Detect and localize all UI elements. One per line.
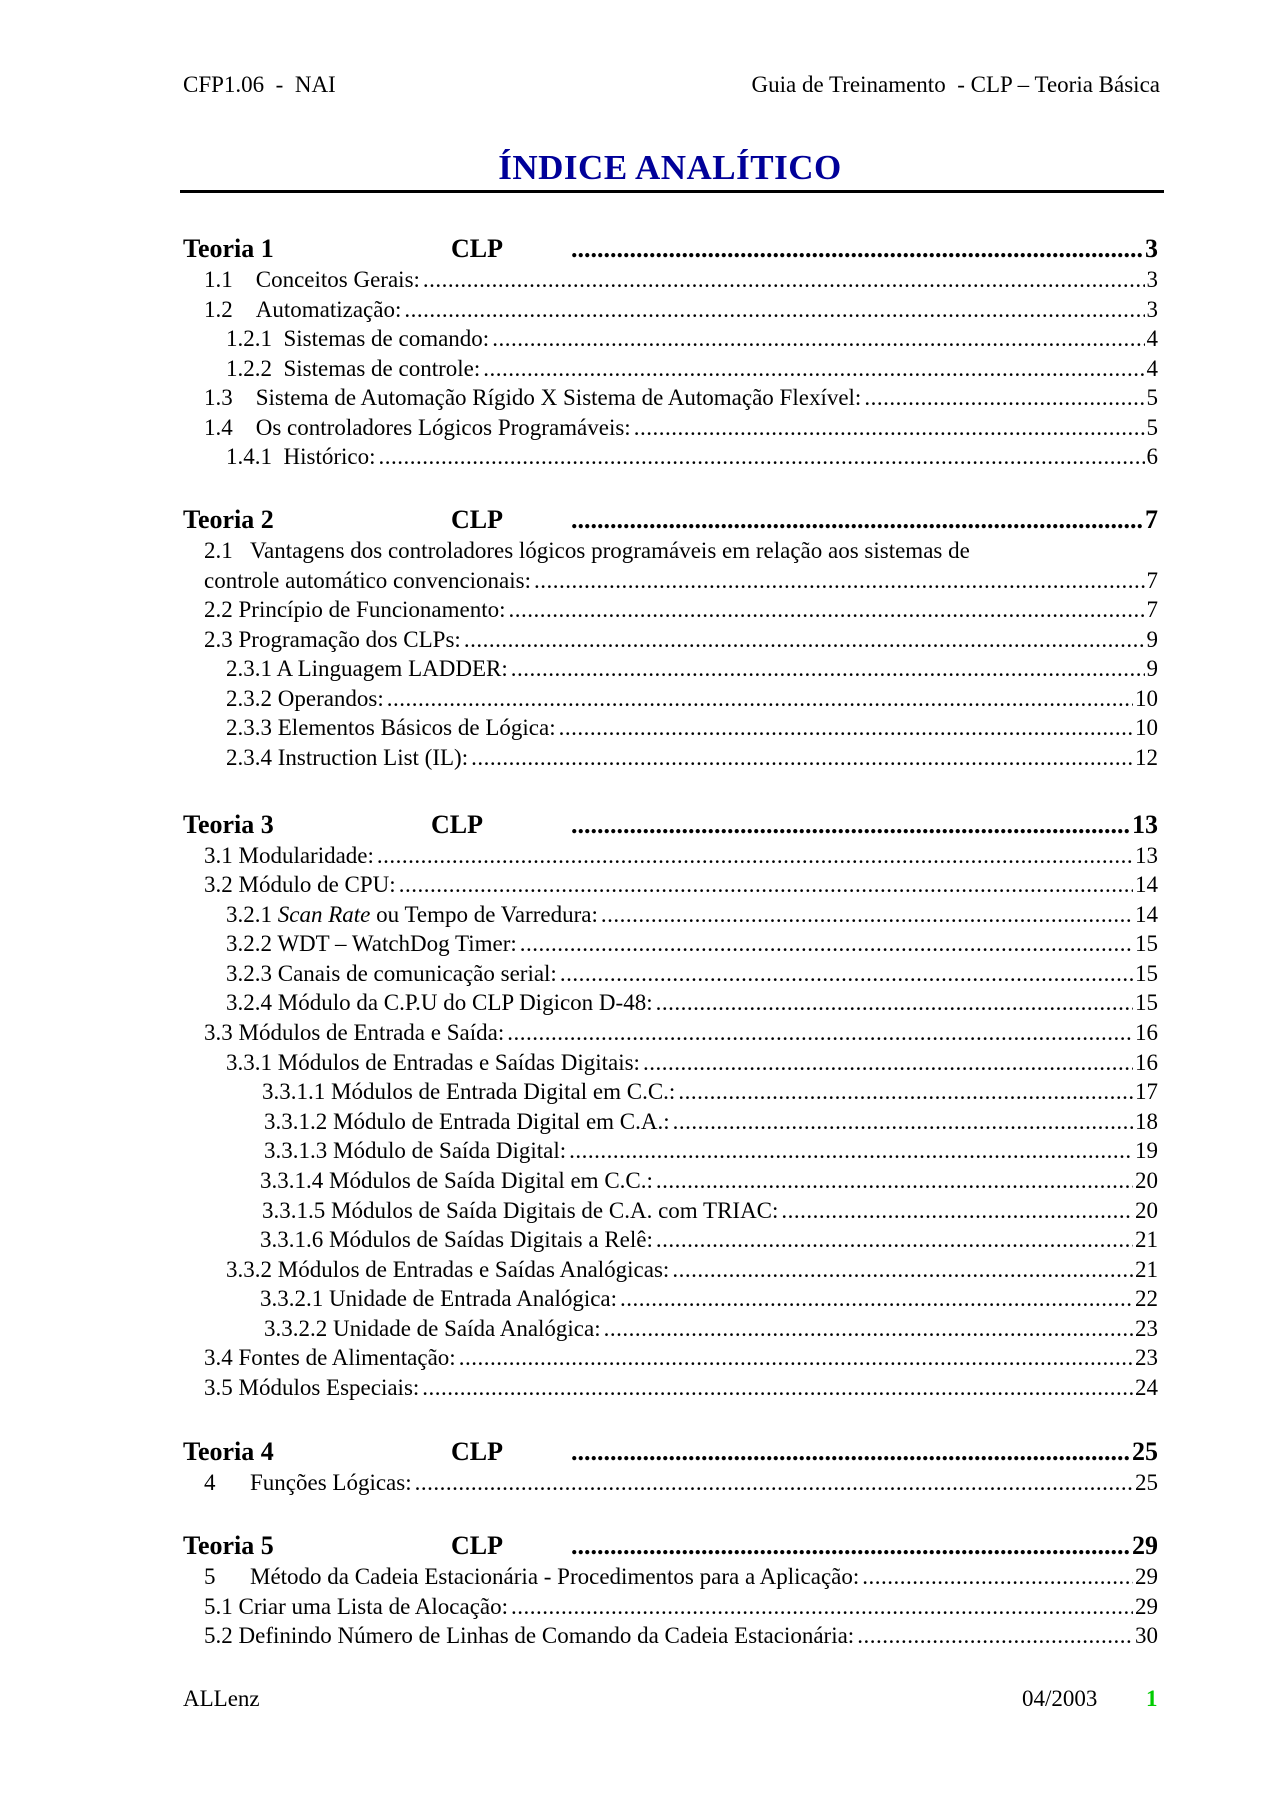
dot-leader <box>520 929 1133 959</box>
entry-page: 5 <box>1146 415 1158 440</box>
entry-page: 10 <box>1135 686 1158 711</box>
entry-title: Os controladores Lógicos Programáveis: <box>255 415 631 440</box>
entry-title: Elementos Básicos de Lógica: <box>277 715 556 740</box>
toc-entry-1-1[interactable] <box>204 265 1158 295</box>
dot-leader <box>483 354 1144 384</box>
entry-page: 7 <box>1146 568 1158 593</box>
entry-title: Módulos de Entrada Digital em C.C.: <box>331 1079 676 1104</box>
toc-entry-3-1[interactable] <box>204 841 1158 871</box>
entry-page: 16 <box>1135 1050 1158 1075</box>
dot-leader <box>399 870 1133 900</box>
entry-page: 3 <box>1146 297 1158 322</box>
chapter-page: 13 <box>1132 810 1158 839</box>
entry-page: 12 <box>1135 745 1158 770</box>
entry-page: 18 <box>1135 1109 1158 1134</box>
entry-title: WDT – WatchDog Timer: <box>277 931 517 956</box>
entry-number: 3.1 <box>204 843 233 868</box>
entry-page: 24 <box>1135 1375 1158 1400</box>
toc-entry-3-3-1-3[interactable] <box>264 1136 1158 1166</box>
dot-leader <box>672 1255 1133 1285</box>
entry-page: 14 <box>1135 902 1158 927</box>
entry-title: Método da Cadeia Estacionária - Procedimentos para a Aplicação: <box>250 1564 860 1589</box>
chapter-name: Teoria 2 <box>183 505 274 534</box>
toc-entry-3-2[interactable] <box>204 870 1158 900</box>
entry-page: 17 <box>1135 1079 1158 1104</box>
toc-entry-3-2-1[interactable] <box>226 900 1158 930</box>
entry-title-italic: Scan Rate <box>277 902 371 927</box>
dot-leader <box>673 1107 1133 1137</box>
entry-title: Canais de comunicação serial: <box>277 961 557 986</box>
entry-page: 25 <box>1135 1470 1158 1495</box>
entry-page: 10 <box>1135 715 1158 740</box>
toc-entry-3-3-1-2[interactable] <box>264 1107 1158 1137</box>
entry-title: Módulos de Entradas e Saídas Analógicas: <box>277 1257 670 1282</box>
toc-chapter-4[interactable] <box>183 1435 1158 1469</box>
toc-chapter-1[interactable] <box>183 232 1158 266</box>
entry-number: 2.3.2 <box>226 686 272 711</box>
entry-number: 3.3.1.3 <box>264 1138 328 1163</box>
entry-title: Módulos de Entrada e Saída: <box>238 1020 505 1045</box>
footer-author: ALLenz <box>183 1686 260 1711</box>
entry-page: 29 <box>1135 1594 1158 1619</box>
toc-entry-2-3[interactable] <box>204 625 1158 655</box>
toc-entry-2-3-1[interactable] <box>226 654 1158 684</box>
entry-page: 7 <box>1146 597 1158 622</box>
entry-title: Definindo Número de Linhas de Comando da Cadeia Estacionária: <box>238 1623 855 1648</box>
entry-title: Módulo da C.P.U do CLP Digicon D-48: <box>277 990 653 1015</box>
dot-leader <box>678 1077 1133 1107</box>
entry-number: 2.3.4 <box>226 745 272 770</box>
entry-title: Modularidade: <box>238 843 374 868</box>
toc-entry-3-3-2[interactable] <box>226 1255 1158 1285</box>
dot-leader <box>509 595 1145 625</box>
entry-page: 4 <box>1146 356 1158 381</box>
toc-entry-3-5[interactable] <box>204 1373 1158 1403</box>
entry-number: 3.3.2.1 <box>260 1286 324 1311</box>
entry-number: 3.3.2 <box>226 1257 272 1282</box>
entry-title: Módulos de Saídas Digitais a Relê: <box>329 1227 653 1252</box>
entry-page: 23 <box>1135 1345 1158 1370</box>
toc-entry-1-4[interactable] <box>204 413 1158 443</box>
toc-entry-3-3-1-6[interactable] <box>260 1225 1158 1255</box>
dot-leader <box>415 1468 1133 1498</box>
entry-page: 14 <box>1135 872 1158 897</box>
toc-entry-1-2[interactable] <box>204 295 1158 325</box>
toc-entry-1-2-1[interactable] <box>226 324 1158 354</box>
entry-title: Unidade de Entrada Analógica: <box>329 1286 618 1311</box>
entry-title: Programação dos CLPs: <box>238 627 461 652</box>
entry-page: 15 <box>1135 990 1158 1015</box>
dot-leader <box>464 625 1145 655</box>
entry-number: 3.3.1.6 <box>260 1227 324 1252</box>
chapter-name: Teoria 4 <box>183 1437 274 1466</box>
dot-leader <box>862 1562 1133 1592</box>
entry-number: 5.1 <box>204 1594 233 1619</box>
dot-leader <box>471 743 1133 773</box>
entry-page: 20 <box>1135 1198 1158 1223</box>
footer-page-number: 1 <box>1146 1686 1158 1711</box>
entry-title: Operandos: <box>277 686 384 711</box>
dot-leader <box>379 442 1145 472</box>
toc-entry-2-1[interactable] <box>204 566 1158 596</box>
toc-entry-2-3-3[interactable] <box>226 713 1158 743</box>
dot-leader <box>559 713 1133 743</box>
dot-leader <box>459 1343 1133 1373</box>
entry-page: 29 <box>1135 1564 1158 1589</box>
entry-title: Módulos de Saída Digitais de C.A. com TRIAC: <box>331 1198 779 1223</box>
dot-leader <box>511 654 1145 684</box>
dot-leader <box>511 1592 1133 1622</box>
toc-chapter-3[interactable] <box>183 808 1158 842</box>
dot-leader <box>571 808 1130 842</box>
entry-number: 1.2.2 <box>226 356 272 381</box>
page-title: ÍNDICE ANALÍTICO <box>498 148 842 187</box>
entry-title: Sistema de Automação Rígido X Sistema de Automação Flexível: <box>255 385 862 410</box>
entry-title: Criar uma Lista de Alocação: <box>238 1594 509 1619</box>
entry-number: 3.3 <box>204 1020 233 1045</box>
entry-number: 3.3.1.2 <box>264 1109 328 1134</box>
toc-entry-4[interactable] <box>204 1468 1158 1498</box>
toc-entry-3-2-3[interactable] <box>226 959 1158 989</box>
entry-number: 3.3.1.5 <box>262 1198 326 1223</box>
entry-page: 21 <box>1135 1227 1158 1252</box>
entry-number: 3.3.2.2 <box>264 1316 328 1341</box>
chapter-page: 7 <box>1145 505 1158 534</box>
dot-leader <box>560 959 1133 989</box>
entry-number: 3.2 <box>204 872 233 897</box>
toc-entry-5[interactable] <box>204 1562 1158 1592</box>
entry-title: Funções Lógicas: <box>250 1470 412 1495</box>
dot-leader <box>857 1621 1133 1651</box>
chapter-name: Teoria 5 <box>183 1531 274 1560</box>
chapter-subtitle: CLP <box>451 1531 503 1560</box>
dot-leader <box>643 1048 1133 1078</box>
entry-title: Módulos de Saída Digital em C.C.: <box>329 1168 653 1193</box>
entry-number: 2.3 <box>204 627 233 652</box>
toc-entry-3-3-1-4[interactable] <box>260 1166 1158 1196</box>
entry-number: 1.2.1 <box>226 326 272 351</box>
toc-entry-1-3[interactable] <box>204 383 1158 413</box>
entry-page: 22 <box>1135 1286 1158 1311</box>
dot-leader <box>571 232 1143 266</box>
chapter-subtitle: CLP <box>451 234 503 263</box>
entry-number: 3.5 <box>204 1375 233 1400</box>
toc-entry-1-2-2[interactable] <box>226 354 1158 384</box>
toc-entry-3-3-2-2[interactable] <box>264 1314 1158 1344</box>
entry-number: 5 <box>204 1564 216 1589</box>
dot-leader <box>656 1225 1133 1255</box>
entry-page: 4 <box>1146 326 1158 351</box>
entry-page: 15 <box>1135 961 1158 986</box>
entry-page: 5 <box>1146 385 1158 410</box>
entry-number: 3.2.4 <box>226 990 272 1015</box>
dot-leader <box>534 566 1145 596</box>
entry-number: 2.2 <box>204 597 233 622</box>
entry-number: 3.3.1.4 <box>260 1168 324 1193</box>
entry-title: Instruction List (IL): <box>277 745 469 770</box>
entry-title: Unidade de Saída Analógica: <box>333 1316 601 1341</box>
entry-title: Módulo de Saída Digital: <box>333 1138 567 1163</box>
entry-title: Automatização: <box>255 297 402 322</box>
header-right: Guia de Treinamento - CLP – Teoria Básica <box>751 72 1160 97</box>
toc-entry-5-2[interactable] <box>204 1621 1158 1651</box>
footer-date: 04/2003 <box>1022 1686 1098 1711</box>
dot-leader <box>604 1314 1133 1344</box>
entry-page: 13 <box>1135 843 1158 868</box>
dot-leader <box>571 1435 1130 1469</box>
entry-number: 1.2 <box>204 297 233 322</box>
toc-entry-3-3-2-1[interactable] <box>260 1284 1158 1314</box>
dot-leader <box>492 324 1144 354</box>
entry-page: 15 <box>1135 931 1158 956</box>
entry-title: ou Tempo de Varredura: <box>370 902 598 927</box>
entry-number: 5.2 <box>204 1623 233 1648</box>
entry-number: 2.1 <box>204 538 233 563</box>
entry-title: Módulos de Entradas e Saídas Digitais: <box>277 1050 640 1075</box>
entry-title: A Linguagem LADDER: <box>276 656 508 681</box>
dot-leader <box>656 988 1133 1018</box>
toc-entry-3-4[interactable] <box>204 1343 1158 1373</box>
dot-leader <box>569 1136 1133 1166</box>
entry-title: Módulo de Entrada Digital em C.A.: <box>333 1109 670 1134</box>
entry-number: 2.3.1 <box>226 656 272 681</box>
entry-title: Fontes de Alimentação: <box>238 1345 456 1370</box>
entry-number: 3.4 <box>204 1345 233 1370</box>
entry-page: 23 <box>1135 1316 1158 1341</box>
entry-title: Sistemas de comando: <box>283 326 490 351</box>
entry-number: 1.1 <box>204 267 233 292</box>
chapter-page: 29 <box>1132 1531 1158 1560</box>
dot-leader <box>571 503 1143 537</box>
entry-page: 9 <box>1146 656 1158 681</box>
chapter-name: Teoria 3 <box>183 810 274 839</box>
dot-leader <box>781 1196 1133 1226</box>
entry-page: 20 <box>1135 1168 1158 1193</box>
toc-entry-5-1[interactable] <box>204 1592 1158 1622</box>
dot-leader <box>423 265 1145 295</box>
toc-entry-2-1-line1[interactable] <box>204 536 970 566</box>
toc-entry-3-3-1[interactable] <box>226 1048 1158 1078</box>
toc-chapter-5[interactable] <box>183 1529 1158 1563</box>
dot-leader <box>507 1018 1133 1048</box>
entry-title: Princípio de Funcionamento: <box>238 597 506 622</box>
toc-entry-1-4-1[interactable] <box>226 442 1158 472</box>
toc-entry-2-2[interactable] <box>204 595 1158 625</box>
entry-number: 3.2.1 <box>226 902 272 927</box>
entry-number: 3.2.2 <box>226 931 272 956</box>
toc-entry-2-3-4[interactable] <box>226 743 1158 773</box>
toc-entry-3-3-1-1[interactable] <box>262 1077 1158 1107</box>
entry-number: 1.4.1 <box>226 444 272 469</box>
entry-title: Histórico: <box>283 444 376 469</box>
entry-number: 2.3.3 <box>226 715 272 740</box>
chapter-subtitle: CLP <box>431 810 483 839</box>
chapter-page: 3 <box>1145 234 1158 263</box>
entry-title: Módulo de CPU: <box>238 872 396 897</box>
toc-entry-3-2-2[interactable] <box>226 929 1158 959</box>
dot-leader <box>404 295 1144 325</box>
chapter-subtitle: CLP <box>451 1437 503 1466</box>
dot-leader <box>387 684 1133 714</box>
dot-leader <box>571 1529 1130 1563</box>
entry-number: 4 <box>204 1470 216 1495</box>
entry-number: 1.3 <box>204 385 233 410</box>
dot-leader <box>864 383 1144 413</box>
entry-number: 3.2.3 <box>226 961 272 986</box>
header-left: CFP1.06 - NAI <box>183 72 336 97</box>
dot-leader <box>634 413 1145 443</box>
dot-leader <box>601 900 1133 930</box>
dot-leader <box>656 1166 1133 1196</box>
dot-leader <box>377 841 1133 871</box>
entry-page: 19 <box>1135 1138 1158 1163</box>
entry-title: Conceitos Gerais: <box>255 267 420 292</box>
chapter-page: 25 <box>1132 1437 1158 1466</box>
chapter-name: Teoria 1 <box>183 234 274 263</box>
entry-page: 21 <box>1135 1257 1158 1282</box>
entry-number: 3.3.1.1 <box>262 1079 326 1104</box>
entry-title: Sistemas de controle: <box>283 356 481 381</box>
entry-title: Vantagens dos controladores lógicos programáveis em relação aos sistemas de <box>250 538 970 563</box>
toc-entry-3-2-4[interactable] <box>226 988 1158 1018</box>
toc-entry-2-3-2[interactable] <box>226 684 1158 714</box>
entry-page: 3 <box>1146 267 1158 292</box>
entry-page: 30 <box>1135 1623 1158 1648</box>
dot-leader <box>422 1373 1133 1403</box>
entry-page: 9 <box>1146 627 1158 652</box>
entry-number: 3.3.1 <box>226 1050 272 1075</box>
entry-page: 16 <box>1135 1020 1158 1045</box>
entry-number: 1.4 <box>204 415 233 440</box>
title-divider <box>180 190 1164 193</box>
dot-leader <box>620 1284 1133 1314</box>
toc-chapter-2[interactable] <box>183 503 1158 537</box>
toc-entry-3-3-1-5[interactable] <box>262 1196 1158 1226</box>
chapter-subtitle: CLP <box>451 505 503 534</box>
entry-page: 6 <box>1146 444 1158 469</box>
entry-title-continued: controle automático convencionais: <box>204 568 531 593</box>
entry-title: Módulos Especiais: <box>238 1375 420 1400</box>
toc-entry-3-3[interactable] <box>204 1018 1158 1048</box>
